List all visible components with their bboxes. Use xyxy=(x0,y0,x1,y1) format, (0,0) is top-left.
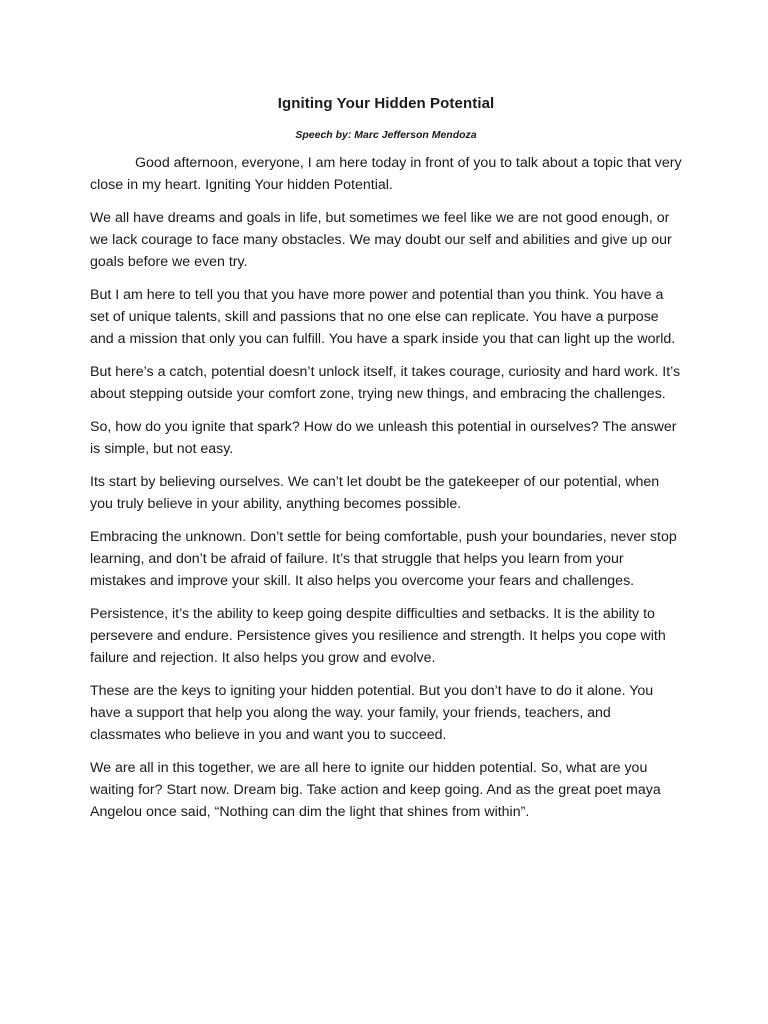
paragraph-7: Embracing the unknown. Don’t settle for being comfortable, push your boundaries, never stop learning, and don’t be afraid of failure. It’s that struggle that helps you learn from your mistakes and improve your skill. It also helps you overcome your fears and challenges. xyxy=(90,529,677,589)
paragraph-3: But I am here to tell you that you have more power and potential than you think. You have a set of unique talents, skill and passions that no one else can replicate. You have a purpose and a mission that only you can fulfill. You have a spark inside you that can light up the world. xyxy=(90,287,676,347)
document-byline: Speech by: Marc Jefferson Mendoza xyxy=(295,129,477,141)
paragraph-1: Good afternoon, everyone, I am here today in front of you to talk about a topic that very close in my heart. Igniting Your hidden Potential. xyxy=(90,155,682,193)
paragraph-2: We all have dreams and goals in life, but sometimes we feel like we are not good enough, or we lack courage to face many obstacles. We may doubt our self and abilities and give up our goals before we even try. xyxy=(90,210,672,270)
paragraph-10: We are all in this together, we are all here to ignite our hidden potential. So, what are you waiting for? Start now. Dream big. Take action and keep going. And as the great poet maya Angelou once said, “Nothing can dim the light that shines from within”. xyxy=(90,760,661,820)
paragraph-4: But here’s a catch, potential doesn’t unlock itself, it takes courage, curiosity and hard work. It’s about stepping outside your comfort zone, trying new things, and embracing the challenges. xyxy=(90,364,681,402)
document-title: Igniting Your Hidden Potential xyxy=(277,95,495,112)
paragraph-6: Its start by believing ourselves. We can’t let doubt be the gatekeeper of our potential, when you truly believe in your ability, anything becomes possible. xyxy=(90,474,660,512)
paragraph-8: Persistence, it’s the ability to keep going despite difficulties and setbacks. It is the ability to persevere and endure. Persistence gives you resilience and strength. It helps you cope with failure and rejection. It also helps you grow and evolve. xyxy=(90,606,666,666)
paragraph-5: So, how do you ignite that spark? How do we unleash this potential in ourselves? The answer is simple, but not easy. xyxy=(90,419,677,457)
document-body xyxy=(90,94,682,834)
paragraph-9: These are the keys to igniting your hidden potential. But you don’t have to do it alone. You have a support that help you along the way. your family, your friends, teachers, and classmates who believe in you and want you to succeed. xyxy=(90,683,654,743)
